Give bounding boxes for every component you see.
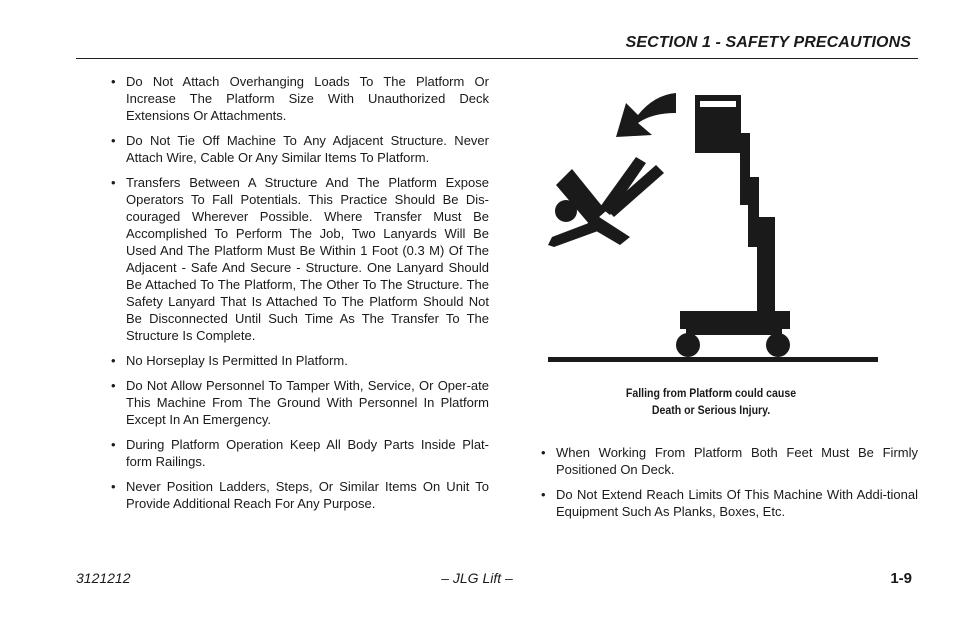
list-item: • Never Position Ladders, Steps, Or Similar Items On Unit To Provide Additional Reach For Any Purpose. (111, 478, 489, 512)
header-rule (76, 58, 918, 59)
list-item: • Do Not Tie Off Machine To Any Adjacent Structure. Never Attach Wire, Cable Or Any Similar Items To Platform. (111, 132, 489, 166)
curved-arrow-icon (616, 93, 676, 137)
footer-brand: – JLG Lift – (441, 570, 513, 586)
left-column (111, 73, 489, 520)
list-item: • During Platform Operation Keep All Body Parts Inside Plat-form Railings. (111, 436, 489, 470)
list-item: • Do Not Extend Reach Limits Of This Machine With Addi-tional Equipment Such As Planks, Boxes, Etc. (541, 486, 918, 520)
section-title: SECTION 1 - SAFETY PRECAUTIONS (625, 34, 911, 51)
left-bullet-list (111, 73, 489, 512)
list-item: • No Horseplay Is Permitted In Platform. (111, 352, 489, 369)
falling-from-platform-icon (540, 85, 885, 365)
list-item: • Transfers Between A Structure And The Platform Expose Operators To Fall Potentials. This Practice Should Be Dis-couraged Wherever Possible. Where Transfer Must Be Accomplished To Perform The Job, Two Lanyards Will Be Used And The Platform Must Be Within 1 Foot (0.3 M) Of The Adjacent - Safe And Secure - Structure. One Lanyard Should Be Attached To The Platform, The Other To The Structure. The Safety Lanyard That Is Attached To The Platform Should Not Be Disconnected Until Such Time As The Transfer To The Structure Is Complete. (111, 174, 489, 344)
doc-number: 3121212 (76, 570, 131, 586)
caption-line: Falling from Platform could cause (625, 386, 797, 400)
list-item: • Do Not Allow Personnel To Tamper With, Service, Or Oper-ate This Machine From The Ground With Personnel In Platform Except In An Emergency. (111, 377, 489, 428)
right-bullet-list (541, 444, 918, 520)
list-item: • When Working From Platform Both Feet Must Be Firmly Positioned On Deck. (541, 444, 918, 478)
caption-line: Death or Serious Injury. (651, 403, 771, 417)
figure-caption (578, 385, 844, 419)
right-column (541, 444, 918, 528)
list-item: • Do Not Attach Overhanging Loads To The Platform Or Increase The Platform Size With Unauthorized Deck Extensions Or Attachments. (111, 73, 489, 124)
page-number: 1-9 (890, 570, 912, 587)
